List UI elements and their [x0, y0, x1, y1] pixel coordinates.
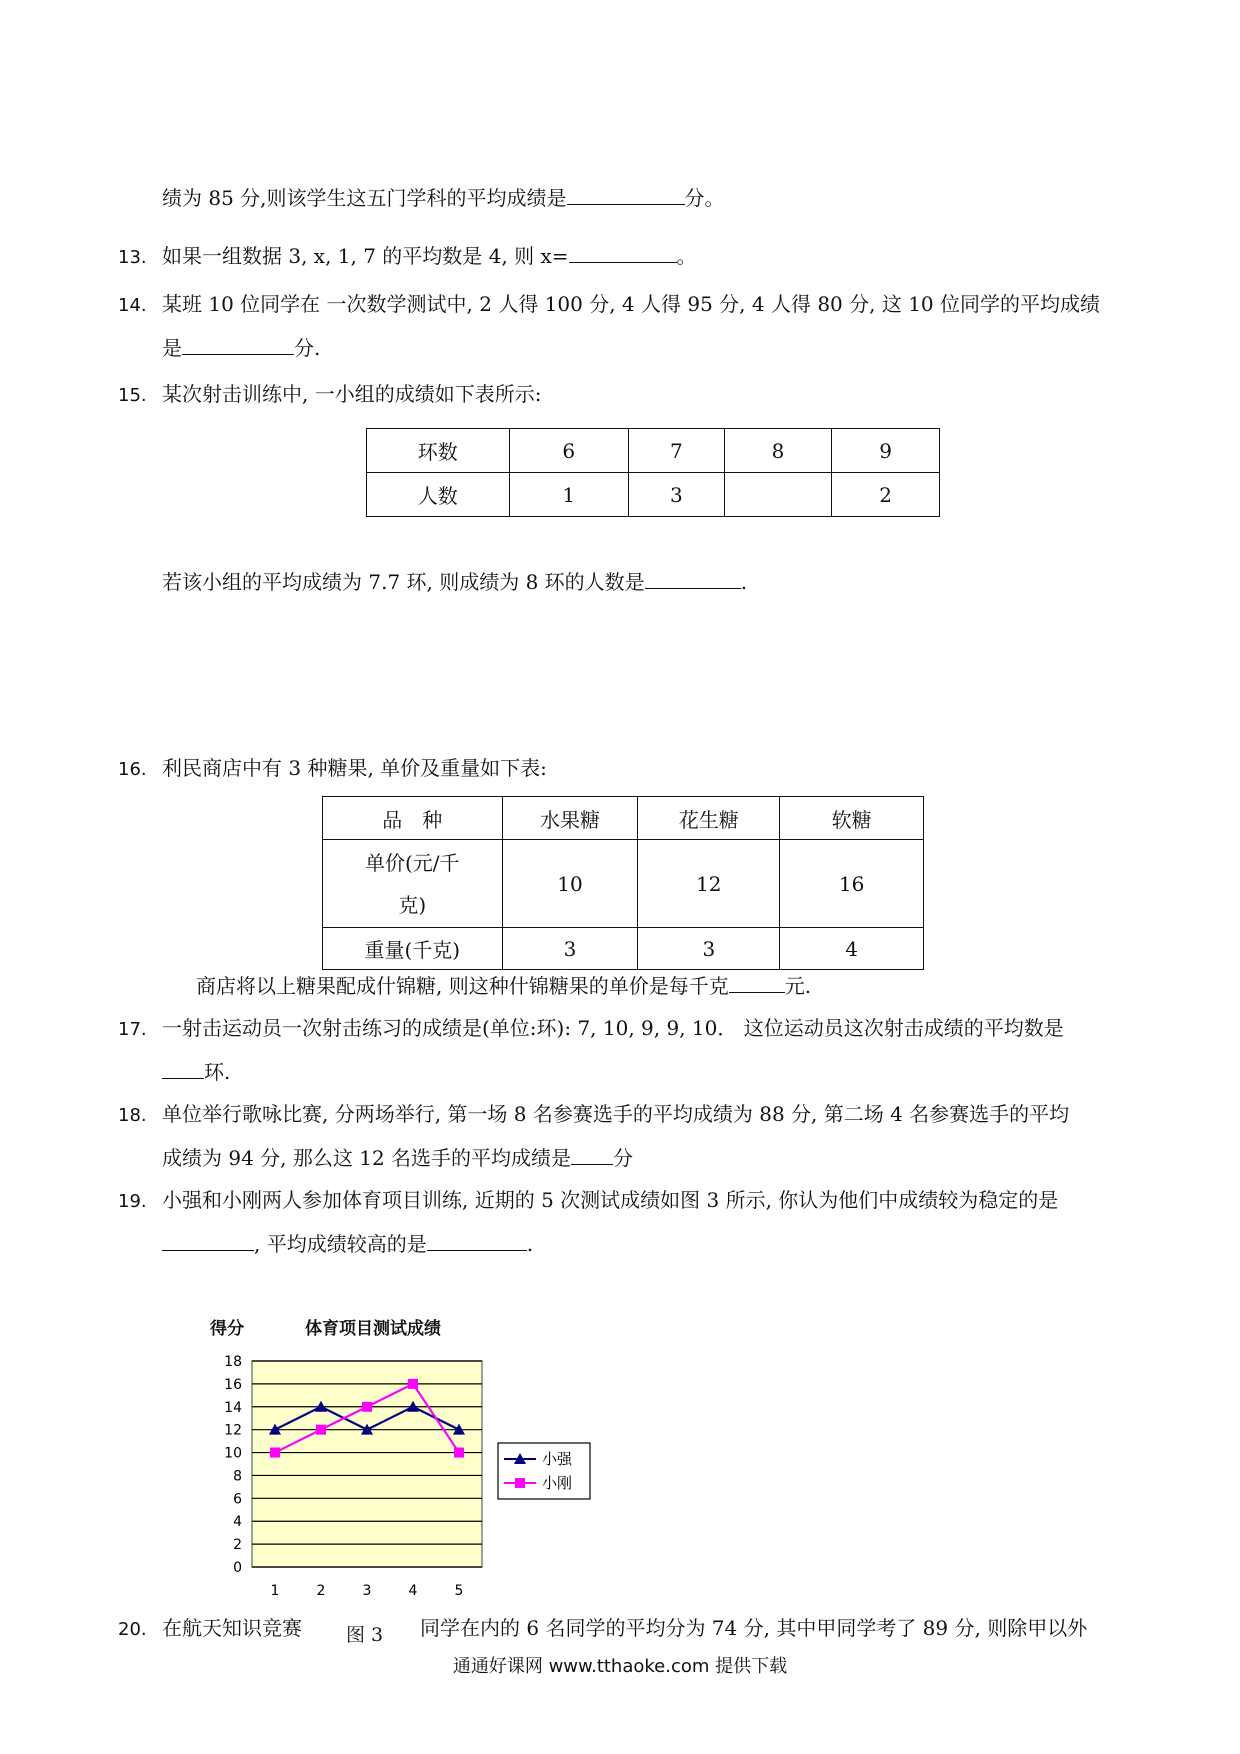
- table-header-cell: 环数: [367, 429, 510, 473]
- shooting-table: [366, 428, 940, 517]
- q17-unit: 环.: [204, 1060, 231, 1084]
- q16-number: 16.: [118, 759, 147, 780]
- legend-label: 小刚: [542, 1474, 573, 1492]
- q13-end: 。: [676, 244, 697, 268]
- answer-blank[interactable]: [182, 334, 294, 355]
- y-tick-label: 10: [224, 1445, 242, 1462]
- table-header-cell: 9: [832, 429, 940, 473]
- q18-line1: 单位举行歌咏比赛, 分两场举行, 第一场 8 名参赛选手的平均成绩为 88 分, 第二场 4 名参赛选手的平均: [162, 1102, 1070, 1126]
- price-label-line1: 单价(元/千: [365, 850, 460, 875]
- legend-label: 小强: [542, 1450, 573, 1468]
- q14-unit: 分.: [294, 336, 321, 360]
- table-cell: 3: [502, 928, 638, 970]
- candy-table: [322, 796, 924, 970]
- table-cell: [724, 473, 832, 517]
- table-header-cell: 水果糖: [502, 797, 638, 840]
- table-cell: 12: [638, 840, 780, 928]
- q19-end: .: [526, 1232, 534, 1256]
- table-header-cell: 6: [509, 429, 629, 473]
- chart-ylabel: 得分: [210, 1319, 244, 1339]
- q18-line2: [162, 1144, 633, 1172]
- table-cell: 10: [502, 840, 638, 928]
- q20-number: 20.: [118, 1619, 147, 1640]
- q20-line-end: 同学在内的 6 名同学的平均分为 74 分, 其中甲同学考了 89 分, 则除甲以外: [420, 1616, 1088, 1640]
- q15-after-text: 若该小组的平均成绩为 7.7 环, 则成绩为 8 环的人数是: [162, 570, 645, 594]
- x-tick-label: 2: [316, 1583, 326, 1599]
- q18-unit: 分: [613, 1146, 634, 1170]
- q17-line2: [162, 1058, 230, 1086]
- data-point: [408, 1379, 418, 1389]
- q19-line2: [162, 1230, 533, 1258]
- answer-blank[interactable]: [729, 972, 785, 993]
- score-line-chart: [200, 1345, 620, 1615]
- q13-line: [162, 242, 697, 270]
- y-tick-label: 6: [233, 1491, 242, 1508]
- y-tick-label: 14: [224, 1399, 242, 1416]
- chart-title: 体育项目测试成绩: [305, 1319, 441, 1339]
- table-header-cell: 软糖: [780, 797, 924, 840]
- x-tick-label: 3: [362, 1583, 372, 1599]
- answer-blank[interactable]: [571, 1144, 613, 1165]
- q12-cont-text: 绩为 85 分,则该学生这五门学科的平均成绩是: [162, 186, 567, 210]
- data-point: [270, 1448, 280, 1458]
- y-tick-label: 2: [233, 1537, 242, 1554]
- y-tick-label: 18: [224, 1354, 242, 1370]
- table-header-cell: 品 种: [323, 797, 503, 840]
- table-cell: 16: [780, 840, 924, 928]
- q12-cont-unit: 分。: [684, 186, 725, 210]
- answer-blank[interactable]: [569, 242, 677, 263]
- answer-blank[interactable]: [645, 568, 741, 589]
- table-cell: 1: [509, 473, 629, 517]
- x-tick-label: 5: [454, 1583, 464, 1599]
- table-cell: 3: [629, 473, 725, 517]
- x-tick-label: 4: [408, 1583, 418, 1599]
- table-cell: [323, 840, 503, 928]
- data-point: [316, 1425, 326, 1435]
- legend-marker: [515, 1478, 525, 1488]
- q18-number: 18.: [118, 1105, 147, 1126]
- q12-cont-line: [162, 184, 725, 212]
- table-header-cell: 花生糖: [638, 797, 780, 840]
- table-cell: 4: [780, 928, 924, 970]
- q18-text: 成绩为 94 分, 那么这 12 名选手的平均成绩是: [162, 1146, 572, 1170]
- y-tick-label: 16: [224, 1376, 242, 1393]
- q15-text: 某次射击训练中, 一小组的成绩如下表所示:: [162, 382, 542, 406]
- q16-after-text: 商店将以上糖果配成什锦糖, 则这种什锦糖果的单价是每千克: [196, 974, 729, 998]
- q16-text: 利民商店中有 3 种糖果, 单价及重量如下表:: [162, 756, 547, 780]
- q14-text: 是: [162, 336, 182, 360]
- x-tick-label: 1: [270, 1583, 280, 1599]
- data-point: [362, 1402, 372, 1412]
- q13-number: 13.: [118, 247, 147, 268]
- q19-number: 19.: [118, 1191, 147, 1212]
- q14-line1: 某班 10 位同学在 一次数学测试中, 2 人得 100 分, 4 人得 95 分, 4 人得 80 分, 这 10 位同学的平均成绩: [162, 292, 1101, 316]
- price-label-line2: 克): [398, 892, 427, 917]
- figure-label: 图 3: [340, 1620, 389, 1647]
- q20-line-start: 在航天知识竞赛: [162, 1616, 302, 1640]
- y-tick-label: 4: [233, 1514, 242, 1531]
- q17-line1: 一射击运动员一次射击练习的成绩是(单位:环): 7, 10, 9, 9, 10． 这位运动员这次射击成绩的平均数是: [162, 1016, 1064, 1040]
- plot-area: [252, 1361, 482, 1567]
- table-header-cell: 7: [629, 429, 725, 473]
- q14-line2: [162, 334, 320, 362]
- y-tick-label: 12: [224, 1422, 242, 1439]
- table-cell: 人数: [367, 473, 510, 517]
- answer-blank[interactable]: [567, 184, 685, 205]
- q15-number: 15.: [118, 385, 147, 406]
- y-tick-label: 0: [233, 1560, 242, 1576]
- q15-after-end: .: [740, 570, 748, 594]
- table-cell: 重量(千克): [323, 928, 503, 970]
- answer-blank[interactable]: [162, 1230, 254, 1251]
- data-point: [454, 1448, 464, 1458]
- q19-text: , 平均成绩较高的是: [254, 1232, 427, 1256]
- answer-blank[interactable]: [427, 1230, 527, 1251]
- q16-after-line: [196, 972, 811, 1000]
- q19-line1: 小强和小刚两人参加体育项目训练, 近期的 5 次测试成绩如图 3 所示, 你认为他们中成绩较为稳定的是: [162, 1188, 1059, 1212]
- q14-number: 14.: [118, 295, 147, 316]
- table-cell: 3: [638, 928, 780, 970]
- table-header-cell: 8: [724, 429, 832, 473]
- q16-after-end: 元.: [784, 974, 812, 998]
- y-tick-label: 8: [233, 1468, 242, 1485]
- page-footer: 通通好课网 www.tthaoke.com 提供下载: [452, 1656, 788, 1677]
- q13-text: 如果一组数据 3, x, 1, 7 的平均数是 4, 则 x=: [162, 244, 569, 268]
- q17-number: 17.: [118, 1019, 147, 1040]
- answer-blank[interactable]: [162, 1058, 204, 1079]
- q15-after-line: [162, 568, 747, 596]
- table-cell: 2: [832, 473, 940, 517]
